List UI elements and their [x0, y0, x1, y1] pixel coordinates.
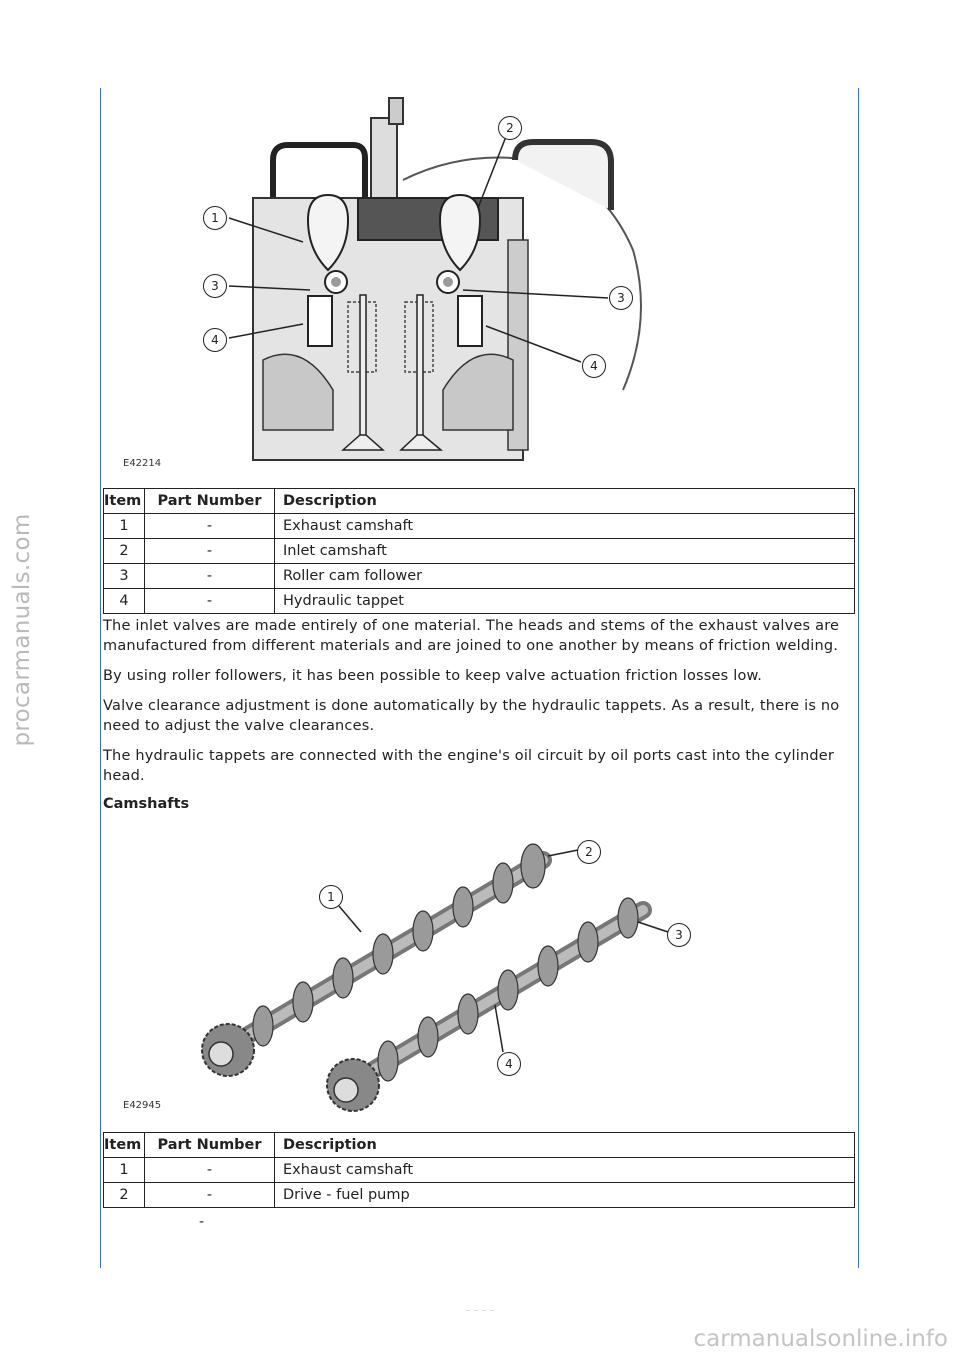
- callout-3-left: 3: [203, 274, 227, 298]
- header-description: Description: [275, 489, 855, 514]
- header-item: Item: [104, 489, 145, 514]
- callout-1: 1: [319, 885, 343, 909]
- paragraph: The inlet valves are made entirely of one material. The heads and stems of the exhaust valves are manufactured from different materials and are joined to one another by means of friction welding.: [103, 618, 840, 654]
- row-description: Roller cam follower: [275, 564, 855, 589]
- side-watermark: [4, 420, 40, 840]
- side-watermark-text: procarmanuals.com: [9, 513, 35, 747]
- table-row: [104, 1158, 855, 1183]
- table-row: [104, 539, 855, 564]
- row-description: Hydraulic tappet: [275, 589, 855, 614]
- camshafts-figure: [103, 820, 855, 1120]
- table-row: [104, 564, 855, 589]
- callout-4: 4: [497, 1052, 521, 1076]
- callout-3: 3: [667, 923, 691, 947]
- row-part-number: -: [145, 514, 275, 539]
- cylinder-head-figure: [103, 90, 855, 482]
- row-item: 4: [104, 589, 145, 614]
- body-text: [103, 616, 855, 812]
- row-item: 2: [104, 1183, 145, 1208]
- table-row: [104, 1183, 855, 1208]
- figure-code: E42945: [123, 1100, 162, 1111]
- left-margin-rule: [100, 88, 101, 1268]
- right-margin-rule: [858, 88, 859, 1268]
- callout-1: 1: [203, 206, 227, 230]
- row-description: Drive - fuel pump: [275, 1183, 855, 1208]
- header-part-number: Part Number: [145, 489, 275, 514]
- paragraph: The hydraulic tappets are connected with the engine's oil circuit by oil ports cast into the cylinder head.: [103, 748, 835, 784]
- parts-table-1: [103, 488, 855, 614]
- header-part-number: Part Number: [145, 1133, 275, 1158]
- table-header-row: [104, 489, 855, 514]
- callout-4-right: 4: [582, 354, 606, 378]
- table-row: [104, 589, 855, 614]
- row-item: 1: [104, 514, 145, 539]
- row-item: 2: [104, 539, 145, 564]
- table-header-row: [104, 1133, 855, 1158]
- parts-table-2: [103, 1132, 855, 1208]
- camshafts-illustration: [103, 820, 855, 1120]
- trailing-part-number: -: [199, 1214, 205, 1230]
- page-content: [103, 90, 855, 1230]
- row-part-number: -: [145, 589, 275, 614]
- row-item: 3: [104, 564, 145, 589]
- row-part-number: -: [145, 539, 275, 564]
- callout-4-left: 4: [203, 328, 227, 352]
- page-number: - - - -: [465, 1303, 495, 1317]
- paragraph: Valve clearance adjustment is done automatically by the hydraulic tappets. As a result, there is no need to adjust the valve clearances.: [103, 698, 840, 734]
- header-description: Description: [275, 1133, 855, 1158]
- row-part-number: -: [145, 1183, 275, 1208]
- section-heading: Camshafts: [103, 796, 190, 812]
- row-description: Exhaust camshaft: [275, 1158, 855, 1183]
- row-part-number: -: [145, 564, 275, 589]
- header-item: Item: [104, 1133, 145, 1158]
- row-description: Exhaust camshaft: [275, 514, 855, 539]
- row-item: 1: [104, 1158, 145, 1183]
- callout-2: 2: [577, 840, 601, 864]
- callout-3-right: 3: [609, 286, 633, 310]
- row-description: Inlet camshaft: [275, 539, 855, 564]
- bottom-watermark: carmanualsonline.info: [693, 1326, 948, 1352]
- row-part-number: -: [145, 1158, 275, 1183]
- callout-2: 2: [498, 116, 522, 140]
- figure-code: E42214: [123, 458, 162, 469]
- paragraph: By using roller followers, it has been possible to keep valve actuation friction losses low.: [103, 668, 763, 684]
- table-row: [104, 514, 855, 539]
